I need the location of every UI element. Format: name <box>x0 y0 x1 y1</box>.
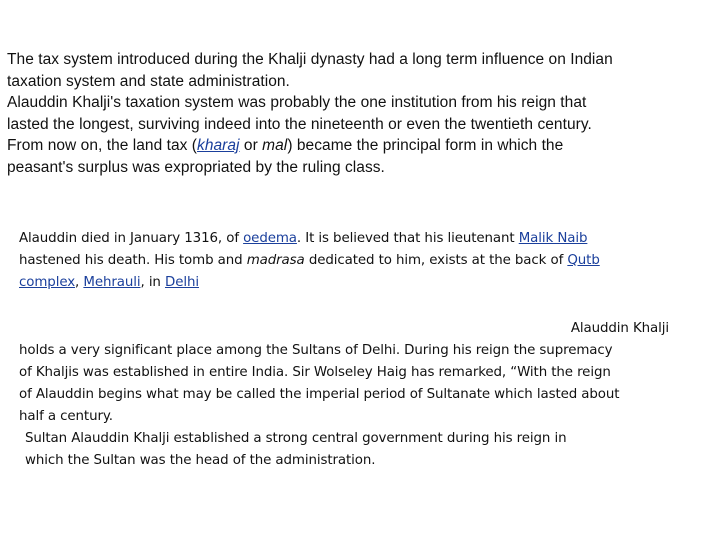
link-complex[interactable]: complex <box>19 275 76 290</box>
link-malik-naib[interactable]: Malik Naib <box>518 231 588 246</box>
text-line: peasant's surplus was expropriated by the ruling class. <box>7 158 385 176</box>
text-line: Sultan Alauddin Khalji established a strong central government during his reign in <box>25 431 567 446</box>
text-line: of Khaljis was established in entire India. Sir Wolseley Haig has remarked, “With the reign <box>19 365 611 380</box>
text-line: The tax system introduced during the Khalji dynasty had a long term influence on Indian <box>7 51 613 68</box>
text-line: Alauddin Khalji <box>570 321 669 336</box>
text-line: half a century. <box>19 409 113 424</box>
text-line: holds a very significant place among the Sultans of Delhi. During his reign the supremacy <box>19 343 613 358</box>
text-line <box>19 228 709 250</box>
text-line: Alauddin Khalji's taxation system was probably the one institution from his reign that <box>7 94 587 111</box>
link-mehrauli[interactable]: Mehrauli <box>83 275 141 290</box>
taxation-paragraph <box>7 49 719 178</box>
text-line: of Alauddin begins what may be called the imperial period of Sultanate which lasted about <box>19 387 620 402</box>
text-segment: or <box>239 137 263 154</box>
mal-term: mal <box>262 137 288 154</box>
link-qutb[interactable]: Qutb <box>567 253 600 268</box>
text-line: which the Sultan was the head of the administration. <box>25 453 376 468</box>
death-paragraph <box>19 228 709 294</box>
link-kharaj[interactable]: kharaj <box>197 137 240 154</box>
text-line <box>7 135 719 157</box>
text-segment: ) became the principal form in which the <box>287 137 564 154</box>
text-line: lasted the longest, surviving indeed into the nineteenth or even the twentieth century. <box>7 115 592 133</box>
text-line: taxation system and state administration. <box>7 72 290 90</box>
link-oedema[interactable]: oedema <box>243 231 297 246</box>
text-segment: hastened his death. His tomb and <box>19 253 247 268</box>
text-segment: , <box>75 275 84 290</box>
significance-paragraph <box>19 318 709 472</box>
text-segment: From now on, the land tax ( <box>7 137 198 154</box>
link-delhi[interactable]: Delhi <box>164 275 199 290</box>
text-segment: , in <box>140 275 165 290</box>
text-line <box>19 272 709 294</box>
text-line <box>19 250 709 272</box>
text-segment: dedicated to him, exists at the back of <box>304 253 568 268</box>
madrasa-term: madrasa <box>246 253 305 268</box>
text-segment: Alauddin died in January 1316, of <box>19 231 244 246</box>
text-segment: . It is believed that his lieutenant <box>296 231 519 246</box>
